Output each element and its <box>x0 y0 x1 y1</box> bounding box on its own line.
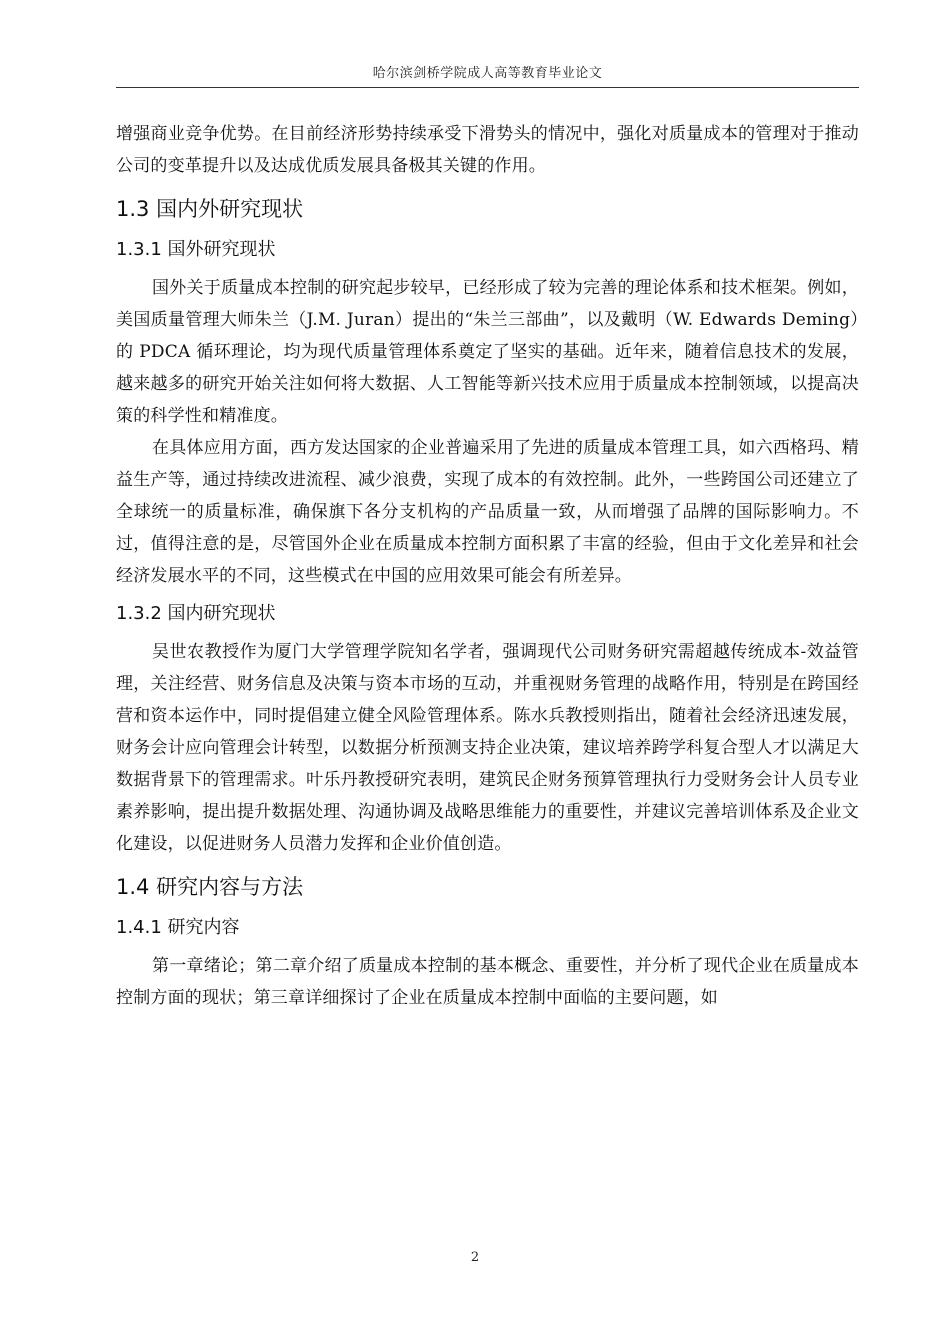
page-header: 哈尔滨剑桥学院成人高等教育毕业论文 <box>372 66 603 81</box>
paragraph-foreign-research-2: 在具体应用方面，西方发达国家的企业普遍采用了先进的质量成本管理工具，如六西格玛、精益生产等，通过持续改进流程、减少浪费，实现了成本的有效控制。此外，一些跨国公司还建立了全球统一的质量标准，确保旗下各分支机构的产品质量一致，从而增强了品牌的国际影响力。不过，值得注意的是，尽管国外企业在质量成本控制方面积累了丰富的经验，但由于文化差异和社会经济发展水平的不同，这些模式在中国的应用效果可能会有所差异。 <box>116 438 859 586</box>
section-heading-1-3: 1.3 国内外研究现状 <box>116 197 304 221</box>
paragraph-foreign-research-1: 国外关于质量成本控制的研究起步较早，已经形成了较为完善的理论体系和技术框架。例如，美国质量管理大师朱兰（J.M. Juran）提出的“朱兰三部曲”，以及戴明（W. Edwards Deming）的 PDCA 循环理论，均为现代质量管理体系奠定了坚实的基础。近年来，随着信息技术的发展，越来越多的研究开始关注如何将大数据、人工智能等新兴技术应用于质量成本控制领域，以提高决策的科学性和精准度。 <box>116 278 859 426</box>
paragraph-research-content: 第一章绪论；第二章介绍了质量成本控制的基本概念、重要性，并分析了现代企业在质量成本控制方面的现状；第三章详细探讨了企业在质量成本控制中面临的主要问题，如 <box>116 956 859 1008</box>
document-body <box>116 118 859 1014</box>
subsection-heading-1-3-1: 1.3.1 国外研究现状 <box>116 239 276 260</box>
paragraph-intro-continued: 增强商业竞争优势。在目前经济形势持续承受下滑势头的情况中，强化对质量成本的管理对于推动公司的变革提升以及达成优质发展具备极其关键的作用。 <box>116 124 859 176</box>
section-heading-1-4: 1.4 研究内容与方法 <box>116 875 304 899</box>
subsection-heading-1-4-1: 1.4.1 研究内容 <box>116 917 240 938</box>
header-divider <box>116 87 859 88</box>
subsection-heading-1-3-2: 1.3.2 国内研究现状 <box>116 603 276 624</box>
page-number: 2 <box>470 1250 480 1265</box>
paragraph-domestic-research: 吴世农教授作为厦门大学管理学院知名学者，强调现代公司财务研究需超越传统成本-效益管理，关注经营、财务信息及决策与资本市场的互动，并重视财务管理的战略作用，特别是在跨国经营和资本运作中，同时提倡建立健全风险管理体系。陈水兵教授则指出，随着社会经济迅速发展，财务会计应向管理会计转型，以数据分析预测支持企业决策，建议培养跨学科复合型人才以满足大数据背景下的管理需求。叶乐丹教授研究表明，建筑民企财务预算管理执行力受财务会计人员专业素养影响，提出提升数据处理、沟通协调及战略思维能力的重要性，并建议完善培训体系及企业文化建设，以促进财务人员潜力发挥和企业价值创造。 <box>116 642 859 854</box>
